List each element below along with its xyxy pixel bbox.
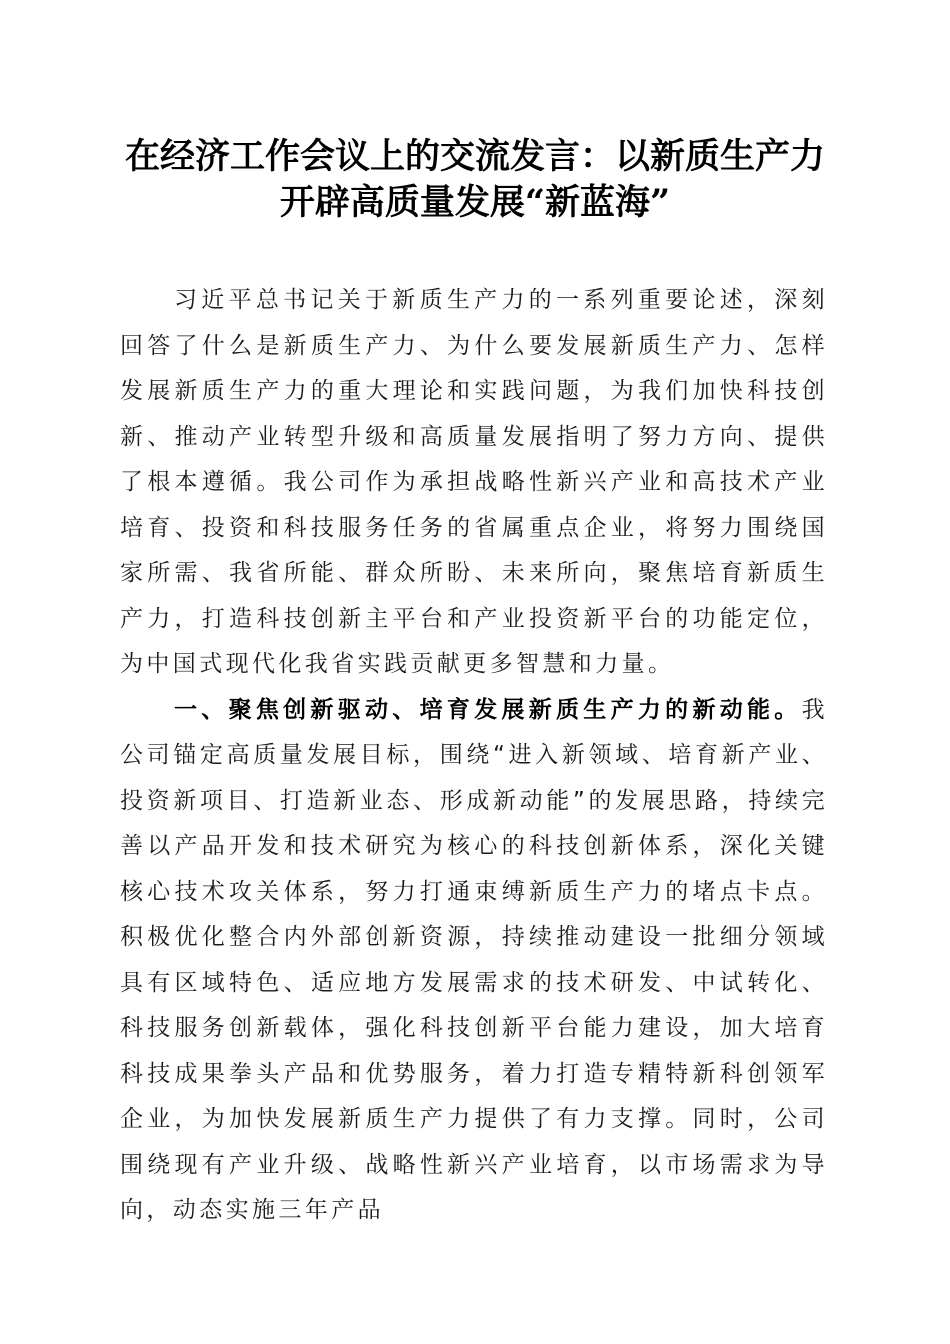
title-line-1: 在经济工作会议上的交流发言：以新质生产力 [124,136,825,177]
title-line-2: 开辟高质量发展“新蓝海” [279,182,671,223]
section-1-heading: 一、聚焦创新驱动、培育发展新质生产力的新动能。 [174,696,802,723]
paragraph-intro [120,278,828,688]
document-body [120,278,828,1234]
document-title [100,134,850,226]
paragraph-intro-text: 习近平总书记关于新质生产力的一系列重要论述，深刻回答了什么是新质生产力、为什么要发展新质生产力、怎样发展新质生产力的重大理论和实践问题，为我们加快科技创新、推动产业转型升级和高质量发展指明了努力方向、提供了根本遵循。我公司作为承担战略性新兴产业和高技术产业培育、投资和科技服务任务的省属重点企业，将努力围绕国家所需、我省所能、群众所盼、未来所向，聚焦培育新质生产力，打造科技创新主平台和产业投资新平台的功能定位，为中国式现代化我省实践贡献更多智慧和力量。 [120,287,828,677]
paragraph-section-1 [120,688,828,1234]
section-1-text: 我公司锚定高质量发展目标，围绕“进入新领域、培育新产业、投资新项目、打造新业态、形成新动能”的发展思路，持续完善以产品开发和技术研究为核心的科技创新体系，深化关键核心技术攻关体系，努力打通束缚新质生产力的堵点卡点。积极优化整合内外部创新资源，持续推动建设一批细分领域具有区域特色、适应地方发展需求的技术研发、中试转化、科技服务创新载体，强化科技创新平台能力建设，加大培育科技成果拳头产品和优势服务，着力打造专精特新科创领军企业，为加快发展新质生产力提供了有力支撑。同时，公司围绕现有产业升级、战略性新兴产业培育，以市场需求为导向，动态实施三年产品 [120,696,828,1223]
